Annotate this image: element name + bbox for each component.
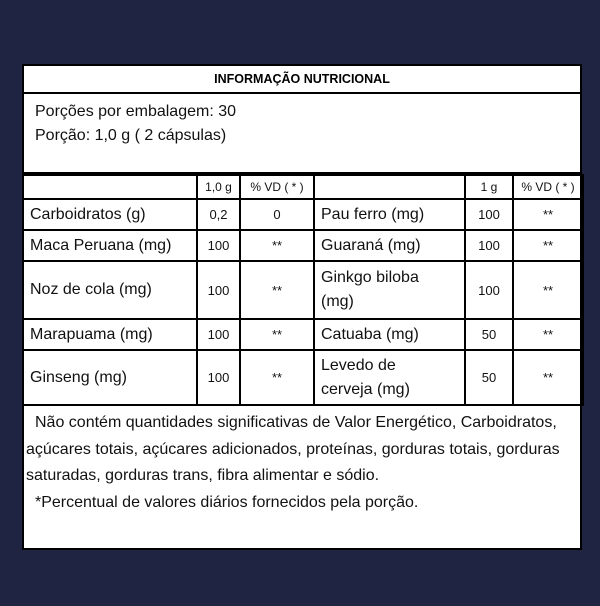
nutrient-name: Noz de cola (mg) [23,261,197,319]
servings-per-package: Porções por embalagem: 30 [35,103,236,120]
nutrient-amount: 50 [465,319,513,350]
nutrient-vd: ** [513,319,583,350]
nutrition-facts-panel [22,64,582,550]
nutrient-vd: ** [240,230,314,261]
nutrient-vd: 0 [240,199,314,230]
portion-size: Porção: 1,0 g ( 2 cápsulas) [35,127,227,144]
nutrient-vd: ** [513,350,583,405]
servings-section [24,94,580,174]
table-row [23,230,583,261]
header-right-vd: % VD ( * ) [513,175,583,199]
nutrient-vd: ** [240,261,314,319]
table-header-row [23,175,583,199]
nutrient-vd: ** [240,319,314,350]
header-left-amount: 1,0 g [197,175,240,199]
nutrient-amount: 100 [197,319,240,350]
nutrient-vd: ** [513,261,583,319]
nutrient-name: Marapuama (mg) [23,319,197,350]
nutrient-vd: ** [513,199,583,230]
nutrient-amount: 100 [197,261,240,319]
nutrient-amount: 0,2 [197,199,240,230]
nutrient-vd: ** [513,230,583,261]
table-row [23,319,583,350]
nutrient-name: Guaraná (mg) [314,230,465,261]
nutrient-amount: 100 [465,230,513,261]
nutrition-table [22,174,584,406]
nutrient-name: Pau ferro (mg) [314,199,465,230]
header-blank-left [23,175,197,199]
nutrient-amount: 100 [465,199,513,230]
nutrient-amount: 100 [465,261,513,319]
header-left-vd: % VD ( * ) [240,175,314,199]
nutrition-title: INFORMAÇÃO NUTRICIONAL [24,66,580,94]
nutrient-name: Carboidratos (g) [23,199,197,230]
daily-values-note: *Percentual de valores diários fornecidos pela porção. [35,493,419,511]
nutrient-amount: 50 [465,350,513,405]
nutrient-name: Ginkgo biloba (mg) [314,261,465,319]
not-significant-note: Não contém quantidades significativas de Valor Energético, Carboidratos, açúcares totais, açúcares adicionados, proteínas, gorduras totais, gorduras saturadas, gorduras trans, fibra alimentar e sódio. [26,414,560,484]
nutrient-name: Maca Peruana (mg) [23,230,197,261]
header-blank-right [314,175,465,199]
table-row [23,261,583,319]
nutrient-name: Catuaba (mg) [314,319,465,350]
nutrient-amount: 100 [197,350,240,405]
footnotes [24,406,580,516]
nutrient-amount: 100 [197,230,240,261]
table-row [23,199,583,230]
nutrient-name: Ginseng (mg) [23,350,197,405]
nutrient-vd: ** [240,350,314,405]
table-row [23,350,583,405]
nutrient-name: Levedo de cerveja (mg) [314,350,465,405]
header-right-amount: 1 g [465,175,513,199]
